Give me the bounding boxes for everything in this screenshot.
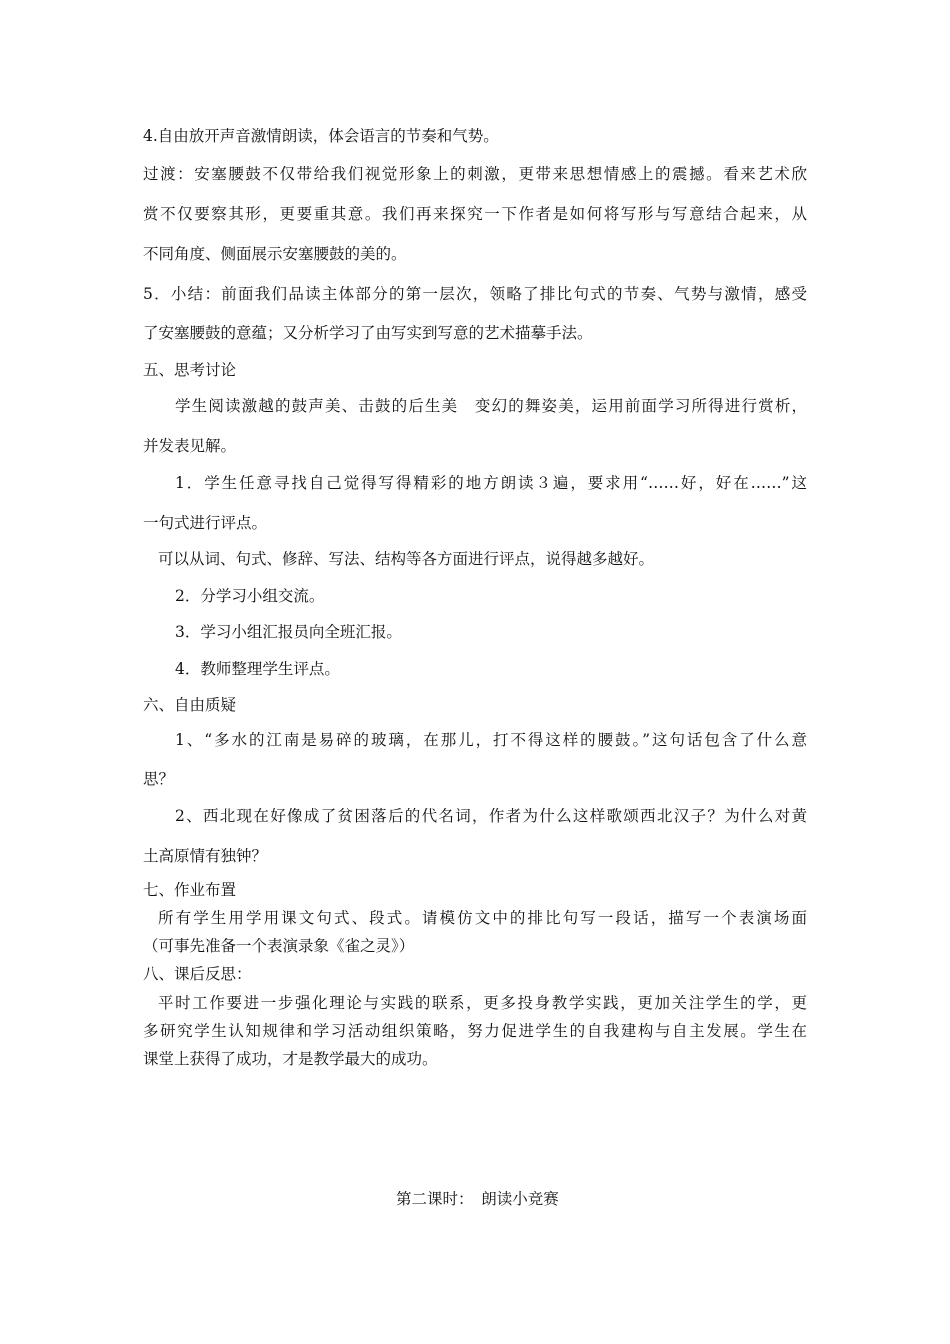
homework-line-2: （可事先准备一个表演录象《雀之灵》） xyxy=(143,937,415,955)
question-1-line-1: 1、“多水的江南是易碎的玻璃，在那儿，打不得这样的腰鼓。”这句话包含了什么意 xyxy=(175,731,807,749)
reflection-line-2: 多研究学生认知规律和学习活动组织策略，努力促进学生的自我建构与自主发展。学生在 xyxy=(143,1022,807,1040)
discussion-item-2: 2．分学习小组交流。 xyxy=(175,587,325,605)
question-2-line-2: 土高原情有独钟？ xyxy=(143,847,268,865)
section-8-heading: 八、课后反思： xyxy=(143,965,252,983)
discussion-intro-line-1: 学生阅读激越的鼓声美、击鼓的后生美 变幻的舞姿美，运用前面学习所得进行赏析， xyxy=(175,397,807,415)
discussion-item-3: 3．学习小组汇报员向全班汇报。 xyxy=(175,623,402,641)
second-lesson-title: 第二课时： 朗读小竞赛 xyxy=(396,1190,559,1208)
reflection-line-3: 课堂上获得了成功，才是教学最大的成功。 xyxy=(143,1050,438,1068)
transition-line-2: 赏不仅要察其形，更要重其意。我们再来探究一下作者是如何将写形与写意结合起来，从 xyxy=(143,205,807,223)
summary-line-1: 5．小结：前面我们品读主体部分的第一层次，领略了排比句式的节奏、气势与激情，感受 xyxy=(143,285,807,303)
homework-line-1: 所有学生用学用课文句式、段式。请模仿文中的排比句写一段话，描写一个表演场面 xyxy=(158,909,807,927)
section-7-heading: 七、作业布置 xyxy=(143,881,237,899)
question-2-line-1: 2、西北现在好像成了贫困落后的代名词，作者为什么这样歌颂西北汉子？为什么对黄 xyxy=(175,807,807,825)
step-4-read-aloud: 4.自由放开声音激情朗读，体会语言的节奏和气势。 xyxy=(143,127,499,145)
discussion-intro-line-2: 并发表见解。 xyxy=(143,437,237,455)
discussion-note: 可以从词、句式、修辞、写法、结构等各方面进行评点，说得越多越好。 xyxy=(158,550,655,568)
summary-line-2: 了安塞腰鼓的意蕴；又分析学习了由写实到写意的艺术描摹手法。 xyxy=(143,324,593,342)
section-5-heading: 五、思考讨论 xyxy=(143,361,237,379)
transition-line-3: 不同角度、侧面展示安塞腰鼓的美的。 xyxy=(143,245,407,263)
discussion-item-4: 4．教师整理学生评点。 xyxy=(175,660,340,678)
question-1-line-2: 思？ xyxy=(143,770,175,788)
discussion-item-1-line-2: 一句式进行评点。 xyxy=(143,514,268,532)
section-6-heading: 六、自由质疑 xyxy=(143,696,237,714)
reflection-line-1: 平时工作要进一步强化理论与实践的联系，更多投身教学实践，更加关注学生的学，更 xyxy=(158,994,807,1012)
transition-line-1: 过渡：安塞腰鼓不仅带给我们视觉形象上的刺激，更带来思想情感上的震撼。看来艺术欣 xyxy=(143,165,807,183)
discussion-item-1-line-1: 1．学生任意寻找自己觉得写得精彩的地方朗读３遍，要求用“……好，好在……”这 xyxy=(175,474,807,492)
